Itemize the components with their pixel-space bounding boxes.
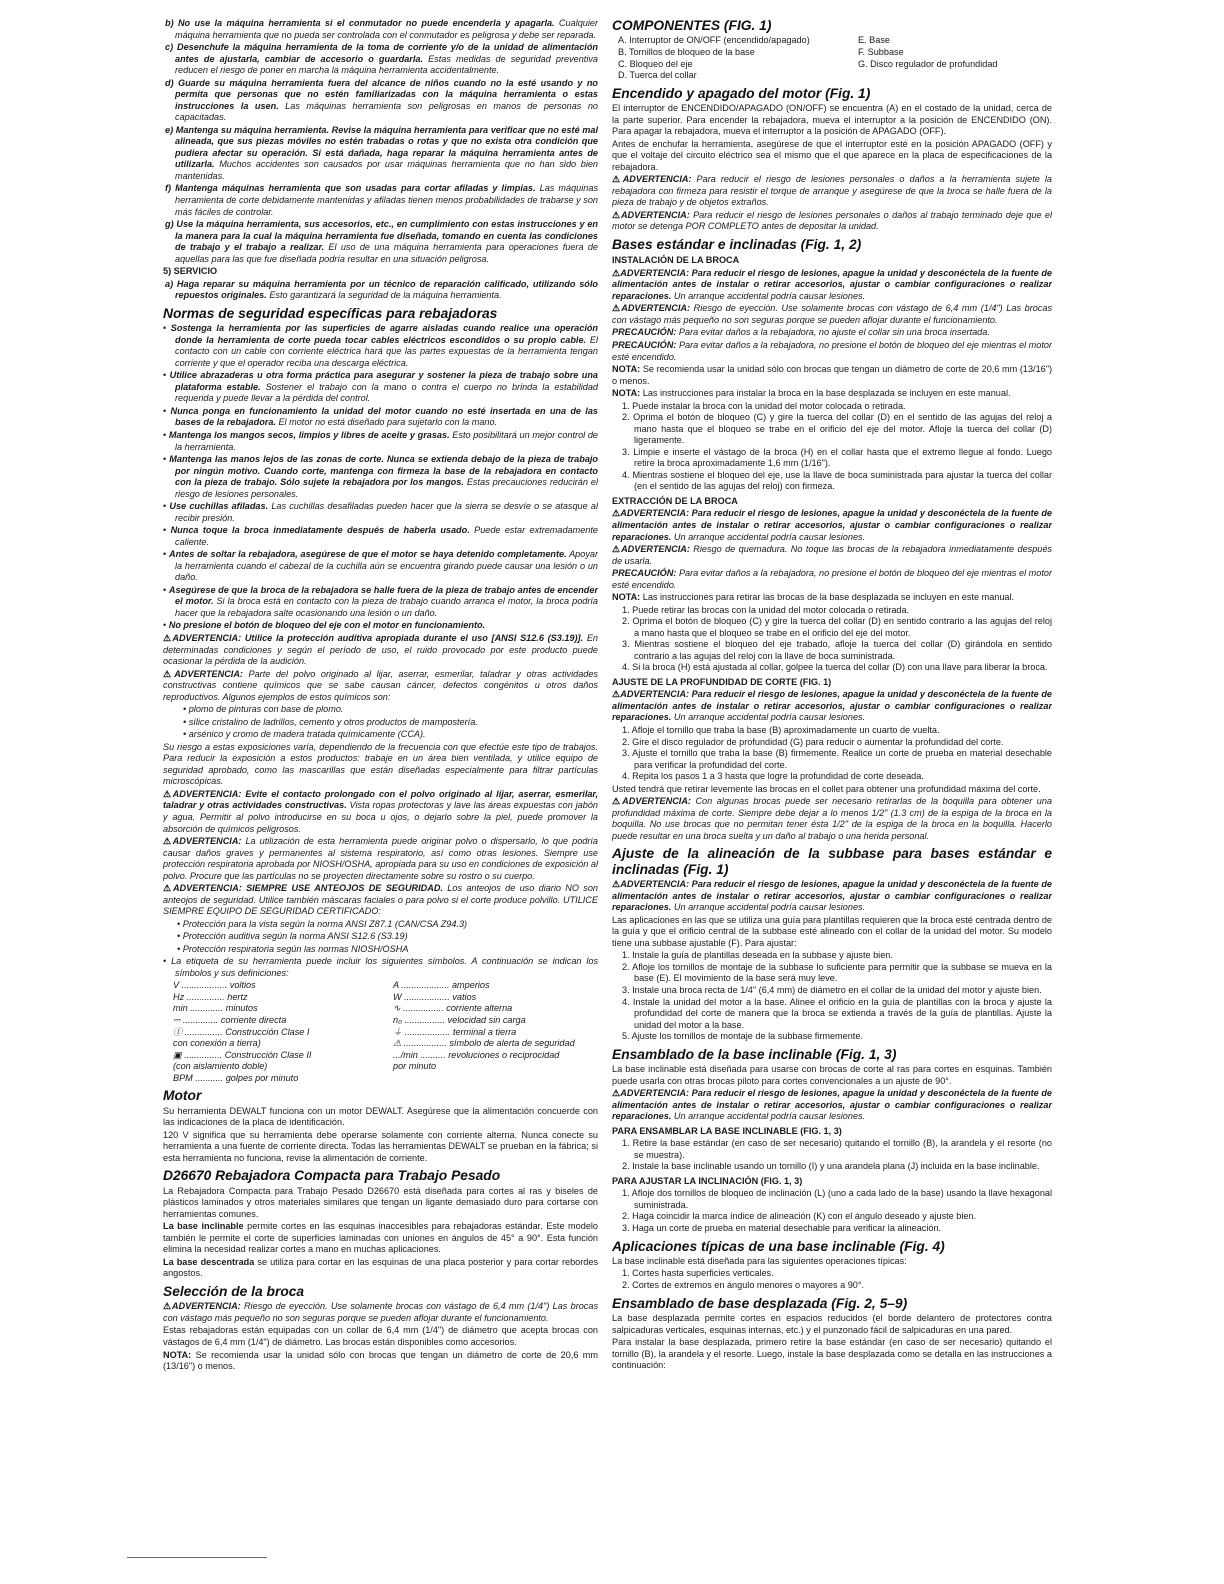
symbol-cell: con conexión a tierra) [173,1038,261,1049]
warning-triangle-icon: ⚠ [163,668,175,679]
safety-items-b-g [163,18,598,265]
ens-p: La base inclinable está diseñada para usarse con brocas de corte al ras para cortes en esquinas. También puede usarla con otras brocas piloto para cortes convencionales a un ajuste de 90°. [612,1064,1052,1086]
safety-item [165,219,598,265]
symbol-cell: (con aislamiento doble) [173,1061,268,1072]
normas-bullet-text: Sostener el trabajo con la mano o contra el cuerpo no brinda la estabilidad requerida y puede llevar a la pérdida del control. [175,381,598,404]
step-item: 3. Haga un corte de prueba en material desechable para verificar la alineación. [622,1222,942,1233]
symbol-cell: Hz ............... hertz [173,991,248,1002]
safety-item-lead: g) Use la máquina herramienta, sus accesorios, etc., en cumplimiento con estas instrucciones y en la manera para la cual la máquina herramienta fue diseñada, tomando en cuenta las condiciones de trabajo y el trabajo a realizar. [165,219,598,253]
seleccion-p1: Estas rebajadoras están equipadas con un collar de 6,4 mm (1/4") de diámetro que acepta brocas con vástagos de 6,4 mm (1/4") de diámetro. Las brocas están disponibles como accesorios. [163,1325,598,1347]
normas-bullet [163,323,598,369]
protecciones-list [177,919,598,956]
warning-triangle-icon: ⚠ [612,879,621,890]
step-item: 4. Mientras sostiene el bloqueo del eje, use la llave de boca suministrada para ajustar la tuerca del collar (en el sentido de las agujas del reloj) con firmeza. [622,469,1052,492]
componente-item: B. Tornillos de bloqueo de la base [618,46,755,57]
inclinacion-steps [622,1188,1052,1234]
encendido-title: Encendido y apagado del motor (Fig. 1) [612,85,871,101]
symbol-cell: BPM ........... golpes por minuto [173,1072,299,1083]
ajuste-heading: AJUSTE DE LA PROFUNDIDAD DE CORTE (FIG. 1) [612,676,832,687]
step-item: 1. Afloje el tornillo que traba la base (B) aproximadamente un cuarto de vuelta. [622,725,940,735]
des-p1: La base desplazada permite cortes en espacios reducidos (el borde delantero de protectores contra salpicaduras verticales, esquinas internas, etc.) y el punzonado fácil de salpicaduras en una pared. [612,1312,1052,1335]
normas-bullet [163,620,598,632]
warning-triangle-icon: ⚠ [163,1301,172,1312]
extraccion-heading: EXTRACCIÓN DE LA BROCA [612,495,738,506]
seleccion-title: Selección de la broca [163,1283,305,1299]
componente-item [858,70,1048,82]
proteccion-text: Protección para la vista según la norma ANSI Z87.1 (CAN/CSA Z94.3) [182,918,468,929]
ens-w: ⚠ADVERTENCIA: Para reducir el riesgo de lesiones, apague la unidad y desconéctela de la fuente de alimentación antes de instalar o retirar accesorios, ajustar o cambiar configuraciones o realizar reparaciones. Un arranque accidental podría causar lesiones. [612,1088,1052,1122]
desplazada-title: Ensamblado de base desplazada (Fig. 2, 5–9) [612,1295,908,1311]
warning-triangle-icon: ⚠ [612,508,621,519]
ext-w1: ⚠ADVERTENCIA: Para reducir el riesgo de lesiones, apague la unidad y desconéctela de la fuente de alimentación antes de instalar o retirar accesorios, ajustar o cambiar configuraciones o realizar reparaciones. Un arranque accidental podría causar lesiones. [612,508,1052,542]
bullet-icon: • [163,620,169,631]
aj-w2: ⚠ADVERTENCIA: Con algunas brocas puede ser necesario retirarlas de la boquilla para obtener una profundidad máxima de corte. Siempre debe dejar a lo menos 1/2" (1.3 cm) de la espiga de la broca en la boquilla. No use brocas que no permitan tener ésta 1/2" de la espiga de la broca en la boquilla. Hacerlo puede resultar en una broca suelta y un daño al trabajo o una herida personal. [612,796,1052,841]
bullet-icon: • [177,918,183,929]
bullet-icon: • [163,501,170,512]
motor-title: Motor [163,1088,202,1104]
safety-item-text: Cualquier máquina herramienta que no pueda ser controlada con el conmutador es peligrosa y debe ser reparada. [175,18,598,40]
step-item: 2. Oprima el botón de bloqueo (C) y gire la tuerca del collar (D) en sentido contrario a las agujas del reloj a mano hasta que el bloqueo se trabe en el orificio del eje del motor. [622,616,1052,638]
normas-bullet-text: Apoyar la herramienta cuando el cabezal de la cuchilla aún se encuentra girando puede causar una lesión o un daño. [175,549,598,583]
apl-p: La base inclinable está diseñada para las siguientes operaciones típicas: [612,1255,907,1266]
step-item: 2. Gire el disco regulador de profundidad (G) para reducir o aumentar la profundidad del corte. [622,736,1004,747]
symbol-cell [393,1073,598,1085]
bullet-icon: • [163,549,169,560]
seleccion-warn: ⚠ADVERTENCIA: Riesgo de eyección. Use solamente brocas con vástago de 6,4 mm (1/4") Las brocas con vástago más pequeño no son seguras porque se pueden aflojar durante el funcionamiento. [163,1301,598,1323]
step-item: 4. Instale la unidad del motor a la base. Alinee el orificio en la guía de plantillas con la broca y ajuste la profundidad del corte de manera que la broca se extienda a través de la guía de plantillas. Ajuste la unidad del motor a la base. [622,996,1052,1030]
alineacion-steps [622,950,1052,1042]
safety-item [165,77,598,124]
warning-triangle-icon: ⚠ [163,836,173,847]
inst-p1: PRECAUCIÓN: Para evitar daños a la rebajadora, no ajuste el collar sin una broca insertada. [612,327,990,338]
safety-item-lead: c) Desenchufe la máquina herramienta de la toma de corriente y/o de la unidad de alimentación antes de ajustarla, cambiar de accesorio o guardarla. [165,42,598,64]
step-item: 2. Afloje los tornillos de montaje de la subbase lo suficiente para permitir que la subbase se mueva en la base (E). El movimiento de la base será muy leve. [622,961,1052,984]
symbol-cell: A ................... amperios [393,980,490,991]
safety-item-text: El uso de una máquina herramienta para operaciones fuera de aquellas para las que fue diseñada podría resultar en una situación peligrosa. [175,242,598,264]
safety-item [165,18,598,41]
bullet-icon: • [163,323,171,334]
normas-bullet-text: Si la broca está en contacto con la pieza de trabajo cuando arranca el motor, la broca podría hacer que la rebajadora salte ocasionando una lesión o un daño. [175,596,598,618]
safety-item-text: Estas medidas de seguridad preventiva reducen el riesgo de poner en marcha la máquina herramienta accidentalmente. [175,53,598,76]
warning-triangle-icon: ⚠ [612,796,623,807]
encendido-p2: Antes de enchufar la herramienta, asegúrese de que el interruptor esté en la posición APAGADO (OFF) y que el voltaje del circuito eléctrico sea el mismo que el que aparece en la placa de especificaciones de la rebajadora. [612,138,1052,172]
componentes-title: COMPONENTES (FIG. 1) [612,18,772,33]
normas-bullet-lead: Sostenga la herramienta por las superficies de agarre aisladas cuando realice una operación donde la herramienta de corte pueda tocar cables eléctricos escondidos o su propio cable. [170,323,598,345]
bullet-icon: • [183,716,189,727]
proteccion-text: Protección respiratoria según las normas NIOSH/OSHA [182,943,409,954]
encendido-w1: ⚠ADVERTENCIA: Para reducir el riesgo de lesiones personales o daños a la herramienta sujete la rebajadora con firmeza para resistir el torque de arranque y asegúrese de que la broca se halle fuera de la pieza de trabajo y de objetos extraños. [612,174,1052,208]
warning-triangle-icon: ⚠ [163,633,173,643]
ext-p: PRECAUCIÓN: Para evitar daños a la rebajadora, no presione el botón de bloqueo del eje mientras el motor esté encendido. [612,568,1052,590]
aj-w1: ⚠ADVERTENCIA: Para reducir el riesgo de lesiones, apague la unidad y desconéctela de la fuente de alimentación antes de instalar o retirar accesorios, ajustar o cambiar configuraciones o realizar reparaciones. Un arranque accidental podría causar lesiones. [612,689,1052,723]
symbols-table [173,980,598,1084]
encendido-w2: ⚠ADVERTENCIA: Para reducir el riesgo de lesiones personales o daños al trabajo terminado deje que el motor se detenga POR COMPLETO antes de depositar la unidad. [612,209,1052,232]
safety-item [165,124,598,183]
aj-p: Usted tendrá que retirar levemente las brocas en el collet para obtener una profundidad máxima del corte. [612,783,1041,794]
step-item: 2. Cortes de extremos en ángulo menores o mayores a 90°. [622,1280,865,1290]
componente-item: C. Bloqueo del eje [618,58,693,69]
step-item: 3. Mientras sostiene el bloqueo del eje trabado, afloje la tuerca del collar (D) girándola en sentido contrario a las agujas del reloj con la llave de boca suministrada. [622,639,1052,661]
componente-item: E. Base [858,35,890,46]
ens-heading1: PARA ENSAMBLAR LA BASE INCLINABLE (FIG. 1, 3) [612,1125,842,1136]
bullet-icon: • [163,370,170,381]
step-item: 1. Instale la guía de plantillas deseada en la subbase y ajuste bien. [622,950,893,961]
warning-triangle-icon: ⚠ [612,689,621,700]
normas-bullet-lead: Nunca ponga en funcionamiento la unidad del motor cuando no esté insertada en una de las bases de la rebajadora. [170,405,598,428]
normas-bullet [163,525,598,548]
instalacion-steps [622,401,1052,493]
servicio-a: a) Haga reparar su máquina herramienta por un técnico de reparación calificado, utilizando sólo repuestos originales. Esto garantizará la seguridad de la máquina herramienta. [165,278,598,301]
step-item: 3. Ajuste el tornillo que traba la base (B) firmemente. Realice un corte de prueba en material desechable para verificar la profundidad del corte. [622,748,1052,770]
step-item: 3. Instale una broca recta de 1/4" (6,4 mm) de diámetro en el collar de la unidad del motor y ajuste bien. [622,984,1042,995]
ensamblado-title: Ensamblado de la base inclinable (Fig. 1, 3) [612,1046,897,1062]
quimico-item [183,729,598,741]
quimicos-list [183,704,598,741]
symbol-cell: por minuto [393,1061,437,1072]
step-item: 4. Repita los pasos 1 a 3 hasta que logre la profundidad de corte deseada. [622,771,924,782]
proteccion-item [177,931,598,943]
riesgo-text: Su riesgo a estas exposiciones varía, dependiendo de la frecuencia con que efectúe este tipo de trabajos. Para reducir la exposición a estos productos: trabaje en un área bien ventilada, y utilice equipo de seguridad aprobado, como las mascarillas que están diseñadas especialmente para filtrar partículas microscópicas. [163,741,598,787]
step-item: 1. Retire la base estándar (en caso de ser necesario) quitando el tornillo (B), la arandela y el resorte (no se muestra). [622,1138,1052,1160]
safety-item-lead: f) Mantenga máquinas herramienta que son usadas para cortar afiladas y limpias. [165,183,536,194]
etiqueta-text: • La etiqueta de su herramienta puede incluir los siguientes símbolos. A continuación se indican los símbolos y sus definiciones: [163,956,598,978]
safety-item-text: Las máquinas herramienta de corte debidamente mantenidas y afiladas tienen menos probabilidades de trabarse y son más fáciles de controlar. [175,183,598,217]
safety-item-text: Muchos accidentes son causados por usar máquinas herramienta que no han sido bien mantenidas. [175,159,598,181]
warn-contacto: ⚠ADVERTENCIA: Evite el contacto prolongado con el polvo originado al lijar, aserrar, esmerilar, taladrar y otras actividades constructivas. Vista ropas protectoras y lave las áreas expuestas con jabón y agua. Permitir al polvo introducirse en su boca u ojos, o dejarlo sobre la piel, puede promover la absorción de químicos peligrosos. [163,788,598,834]
bullet-icon: • [163,584,169,595]
proteccion-item [177,943,598,956]
proteccion-text: Protección auditiva según la norma ANSI S12.6 (S3.19) [182,931,408,942]
symbol-cell: ∿ ................ corriente alterna [393,1003,513,1014]
safety-item-text: Las máquinas herramienta son peligrosas en manos de personas no capacitadas. [175,100,598,123]
servicio-heading: 5) SERVICIO [163,266,218,277]
normas-bullet-lead: Mantenga las manos lejos de las zonas de corte. Nunca se extienda debajo de la pieza de trabajo por ningún motivo. Cuando corte, mantenga con firmeza la base de la rebajadora en contacto con la pieza de trabajo. Sólo sujete la rebajadora por los mangos. [169,454,598,488]
bullet-icon: • [177,931,183,942]
quimico-text: arsénico y cromo de madera tratada químicamente (CCA). [188,729,426,740]
quimico-item [183,704,598,716]
inst-w1: ⚠ADVERTENCIA: Para reducir el riesgo de lesiones, apague la unidad y desconéctela de la fuente de alimentación antes de instalar o retirar accesorios, ajustar o cambiar configuraciones o realizar reparaciones. Un arranque accidental podría causar lesiones. [612,267,1052,301]
normas-bullet-text: El contacto con un cable con corriente eléctrica hará que las partes expuestas de la herramienta tengan corriente y que el operador reciba una descarga eléctrica. [175,334,598,368]
symbol-cell: V .................. voltios [173,980,256,991]
normas-bullet-text: Esto posibilitará un mejor control de la herramienta. [175,429,598,452]
normas-bullet [163,405,598,429]
d26670-p1: La Rebajadora Compacta para Trabajo Pesado D26670 está diseñada para cortes al ras y biseles de plásticos laminados y otros materiales similares que tengan un ligante demasiado duro para cortarse con herramientas comunes. [163,1185,598,1219]
step-item: 1. Cortes hasta superficies verticales. [622,1268,774,1279]
step-item: 4. Si la broca (H) está ajustada al collar, golpee la tuerca del collar (D) con una llave para liberar la broca. [622,662,1048,673]
warn-util: ⚠ADVERTENCIA: La utilización de esta herramienta puede originar polvo o dispersarlo, lo que podría causar daños graves y permanentes al sistema respiratorio, así como otras lesiones. Siempre use protección respiratoria aprobada por NIOSH/OSHA, apropiada para su uso en condiciones de exposición al polvo. Procure que las partículas no se proyecten directamente sobre su rostro o su cuerpo. [163,836,598,881]
normas-title: Normas de seguridad específicas para rebajadoras [163,305,498,321]
step-item: 1. Puede instalar la broca con la unidad del motor colocada o retirada. [622,400,906,411]
ext-w2: ⚠ADVERTENCIA: Riesgo de quemadura. No toque las brocas de la rebajadora inmediatamente después de usarla. [612,544,1052,566]
bullet-icon: • [183,729,189,740]
motor-p1: Su herramienta DEWALT funciona con un motor DEWALT. Asegúrese que la alimentación concuerde con las indicaciones de la placa de identificación. [163,1105,598,1128]
step-item: 2. Oprima el botón de bloqueo (C) y gire la tuerca del collar (D) en el sentido de las agujas del reloj a mano hasta que el bloqueo se trabe en el orificio del eje del motor. Afloje la tuerca del collar (D) ligeramente. [622,412,1052,446]
alineacion-title: Ajuste de la alineación de la subbase para bases estándar e inclinadas (Fig. 1) [612,846,1052,877]
inst-p2: PRECAUCIÓN: Para evitar daños a la rebajadora, no presione el botón de bloqueo del eje mientras el motor esté encendido. [612,340,1052,362]
warning-triangle-icon: ⚠ [163,788,173,799]
bullet-icon: • [163,405,171,416]
symbol-cell: ⏚ .................. terminal a tierra [393,1026,517,1037]
normas-bullet-text: Puede estar extremadamente caliente. [175,525,598,547]
symbol-cell: ▣ ............... Construcción Clase II [173,1049,312,1060]
normas-bullet [163,370,598,405]
al-w: ⚠ADVERTENCIA: Para reducir el riesgo de lesiones, apague la unidad y desconéctela de la fuente de alimentación antes de instalar o retirar accesorios, ajustar o cambiar configuraciones o realizar reparaciones. Un arranque accidental podría causar lesiones. [612,879,1052,913]
warn-ansi: ⚠ADVERTENCIA: Utilice la protección auditiva apropiada durante el uso [ANSI S12.6 (S3.19)]. En determinadas condiciones y según el período de uso, el ruido provocado por este producto puede ocasionar la pérdida de la audición. [163,633,598,667]
ensamblar-steps [622,1138,1052,1173]
step-item: 5. Ajuste los tornillos de montaje de la subbase firmemente. [622,1031,863,1042]
quimico-text: sílice cristalino de ladrillos, cemento y otros productos de mampostería. [188,716,478,727]
symbol-cell: n₀ ................ velocidad sin carga [393,1015,526,1025]
al-p: Las aplicaciones en las que se utiliza una guía para plantillas requieren que la broca esté centrada dentro de la guía y que el orificio central de la subbase esté alineado con el collar de la unidad del motor. Su modelo tiene una subbase ajustable (F). Para ajustar: [612,914,1052,948]
aplicaciones-title: Aplicaciones típicas de una base inclinable (Fig. 4) [612,1238,945,1254]
normas-bullet-lead: Nunca toque la broca inmediatamente después de haberla usado. [170,525,470,536]
normas-bullet [163,501,598,524]
step-item: 3. Limpie e inserte el vástago de la broca (H) en el collar hasta que el extremo llegue al fondo. Luego retire la broca aproximadamente 1,6 mm (1/16"). [622,446,1052,469]
normas-bullet [163,429,598,453]
warning-triangle-icon: ⚠ [163,883,173,894]
componentes-list [618,35,1052,81]
warning-triangle-icon: ⚠ [612,209,621,220]
symbol-cell: min ............. minutos [173,1003,258,1014]
componente-item: F. Subbase [858,46,904,57]
normas-bullet-lead: No presione el botón de bloqueo del eje con el motor en funcionamiento. [168,620,486,631]
componente-item: A. Interruptor de ON/OFF (encendido/apagado) [618,35,810,46]
bases-title: Bases estándar e inclinadas (Fig. 1, 2) [612,236,862,252]
normas-bullet-text: Las cuchillas desafiladas pueden hacer que la sierra se desvíe o se atasque al recibir presión. [175,501,598,523]
inst-w2: ⚠ADVERTENCIA: Riesgo de eyección. Use solamente brocas con vástago de 6,4 mm (1/4") Las brocas con vástago más pequeño no son seguras porque se pueden aflojar durante el funcionamiento. [612,303,1052,325]
symbol-cell: ⚠ ................. símbolo de alerta de seguridad [393,1038,575,1049]
inst-nota1: NOTA: Se recomienda usar la unidad sólo con brocas que tengan un diámetro de corte de 20,6 mm (13/16") o menos. [612,364,1052,386]
normas-bullet-lead: Utilice abrazaderas u otra forma práctica para asegurar y sostener la pieza de trabajo sobre una plataforma estable. [169,370,598,392]
step-item: 2. Haga coincidir la marca índice de alineación (K) con el ángulo deseado y ajuste bien. [622,1211,977,1222]
instalacion-heading: INSTALACIÓN DE LA BROCA [612,255,740,266]
safety-item [165,183,598,218]
normas-bullets [163,323,598,632]
symbol-cell: ⎓ .............. corriente directa [173,1015,287,1025]
encendido-p1: El interruptor de ENCENDIDO/APAGADO (ON/OFF) se encuentra (A) en el costado de la unidad, cerca de la parte superior. Para encender la rebajadora, mueva el interruptor a la posición de ENCENDIDO (ON). Para apagar la rebajadora, mueva el interruptor a la posición de APAGADO (OFF). [612,103,1052,137]
safety-item-lead: e) Mantenga su máquina herramienta. Revise la máquina herramienta para verificar que no esté mal alineada, que sus piezas móviles no estén trabadas o rotas y que no exista otra condición que pudiera afectar su operación. Si está dañada, haga reparar la máquina herramienta antes de utilizarla. [165,124,598,170]
step-item: 1. Puede retirar las brocas con la unidad del motor colocada o retirada. [622,604,910,615]
ajuste-steps [622,725,1052,783]
componente-item: G. Disco regulador de profundidad [858,58,998,69]
quimico-text: plomo de pinturas con base de plomo. [188,704,344,715]
warning-triangle-icon: ⚠ [612,174,623,185]
bullet-icon: • [163,429,169,440]
bullet-icon: • [183,704,189,715]
extraccion-steps [622,605,1052,674]
safety-item-lead: b) No use la máquina herramienta si el conmutador no puede encenderla y apagarla. [165,18,555,28]
symbol-cell: W .................. vatios [393,991,477,1002]
normas-bullet-text: Estas precauciones reducirán el riesgo de lesiones personales. [175,477,598,499]
inst-nota2: NOTA: Las instrucciones para instalar la broca en la base desplazada se incluyen en este manual. [612,388,1011,399]
seleccion-nota: NOTA: Se recomienda usar la unidad sólo con brocas que tengan un diámetro de corte de 20,6 mm (13/16") o menos. [163,1349,598,1372]
normas-bullet-lead: Mantenga los mangos secos, limpios y libres de aceite y grasas. [168,429,450,440]
warn-polvo: ⚠ADVERTENCIA: Parte del polvo originado al lijar, aserrar, esmerilar, taladrar y otras actividades constructivas contiene químicos que se sabe causan cáncer, defectos congénitos u otros daños reproductivos. Algunos ejemplos de estos químicos son: [163,668,598,702]
symbol-cell: Ⓘ ............... Construcción Clase I [173,1026,310,1037]
footer-rule [127,1557,267,1558]
ens-heading2: PARA AJUSTAR LA INCLINACIÓN (FIG. 1, 3) [612,1175,803,1186]
safety-item [165,42,598,77]
right-column [612,18,1052,1563]
d26670-p3: La base descentrada se utiliza para cortar en las esquinas de una placa posterior y para cortar rebordes angostos. [163,1256,598,1279]
warning-triangle-icon: ⚠ [612,303,622,314]
ext-nota: NOTA: Las instrucciones para retirar las brocas de la base desplazada se incluyen en este manual. [612,592,1015,603]
bullet-icon: • [177,943,183,954]
warning-triangle-icon: ⚠ [612,267,621,278]
aplicaciones-steps [622,1268,1052,1291]
motor-p2: 120 V significa que su herramienta debe operarse solamente con corriente alterna. Nunca conecte su herramienta a una fuente de corriente directa. Todas las herramientas DEWALT se prueban en la fábrica; si esta herramienta no funciona, revise la alimentación de corriente. [163,1129,598,1163]
d26670-p2: La base inclinable permite cortes en las esquinas inaccesibles para rebajadoras estándar. Este modelo también le permite el corte de superficies laminadas con uniones en ángulos de 45° a 90°. Esta función elimina la necesidad realizar cortes a mano en muchas aplicaciones. [163,1221,598,1255]
normas-bullet-text: El motor no está diseñado para sujetarlo con la mano. [275,417,498,428]
componente-item: D. Tuerca del collar [618,70,697,81]
bullet-icon: • [163,525,171,536]
warn-anteojos: ⚠ADVERTENCIA: SIEMPRE USE ANTEOJOS DE SEGURIDAD. Los anteojos de uso diario NO son anteojos de seguridad. Utilice también máscaras faciales o para polvo si el corte produce polvillo. UTILICE SIEMPRE EQUIPO DE SEGURIDAD CERTIFICADO: [163,883,598,917]
left-column [163,18,598,1563]
d26670-title: D26670 Rebajadora Compacta para Trabajo Pesado [163,1168,501,1184]
step-item: 1. Afloje dos tornillos de bloqueo de inclinación (L) (uno a cada lado de la base) usando la llave hexagonal suministrada. [622,1188,1052,1210]
normas-bullet-lead: Antes de soltar la rebajadora, asegúrese de que el motor se haya detenido completamente. [168,549,567,560]
des-p2: Para instalar la base desplazada, primero retire la base estándar (en caso de ser necesario) quitando el tornillo (B), la arandela y el resorte. Luego, instale la base desplazada como se detalla en las instrucciones a continuación: [612,1337,1052,1371]
safety-item-lead: d) Guarde su máquina herramienta fuera del alcance de niños cuando no la esté usando y no permita que personas que no estén familiarizadas con la máquina herramienta o estas instrucciones la usen. [165,77,598,111]
normas-bullet [163,549,598,584]
warning-triangle-icon: ⚠ [612,544,622,555]
step-item: 2. Instale la base inclinable usando un tornillo (I) y una arandela plana (J) incluida en la base inclinable. [622,1161,1040,1172]
warning-triangle-icon: ⚠ [612,1088,621,1099]
normas-bullet [163,454,598,500]
quimico-item [183,717,598,729]
normas-bullet-lead: Asegúrese de que la broca de la rebajadora se halle fuera de la pieza de trabajo antes de encender el motor. [168,584,598,607]
proteccion-item [177,918,598,931]
bullet-icon: • [163,454,170,465]
normas-bullet [163,584,598,620]
normas-bullet-lead: Use cuchillas afiladas. [169,501,269,512]
symbol-cell: .../min .......... revoluciones o reciprocidad [393,1049,560,1060]
